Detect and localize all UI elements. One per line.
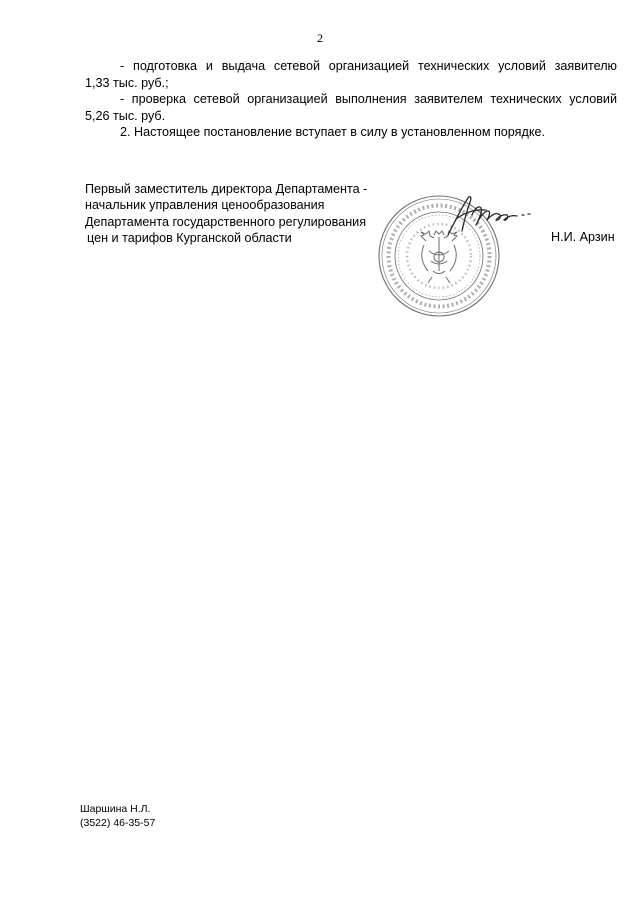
page-number: 2 [317, 31, 323, 45]
tariff-item-technical-conditions-amount: 1,33 тыс. руб.; [85, 75, 169, 90]
signer-title-line: начальник управления ценообразования [85, 198, 325, 213]
effective-date-clause: 2. Настоящее постановление вступает в силу в установленном порядке. [120, 125, 545, 139]
signer-title-line: Первый заместитель директора Департамента - [85, 182, 368, 196]
document-body [85, 58, 617, 141]
executor-contacts [80, 803, 155, 830]
signer-title-line: Департамента государственного регулирования [85, 214, 367, 229]
tariff-item-verification-amount: 5,26 тыс. руб. [85, 108, 166, 123]
signer-name: Н.И. Арзин [551, 230, 615, 244]
tariff-item-verification: - проверка сетевой организацией выполнения заявителем технических условий [120, 92, 617, 106]
handwritten-signature-icon [442, 193, 536, 239]
tariff-item-technical-conditions: - подготовка и выдача сетевой организацией технических условий заявителю [120, 59, 617, 73]
executor-name: Шаршина Н.Л. [80, 803, 151, 815]
signer-title-line: цен и тарифов Курганской области [87, 230, 292, 245]
signer-title-block [85, 181, 367, 246]
executor-phone: (3522) 46-35-57 [80, 816, 156, 829]
